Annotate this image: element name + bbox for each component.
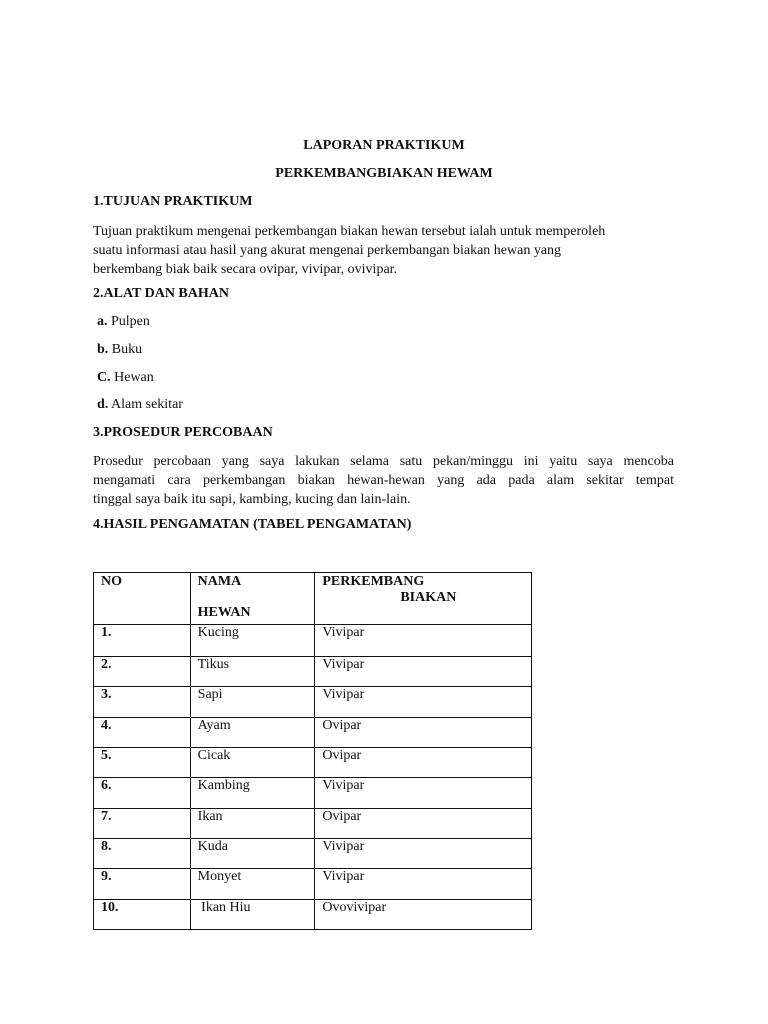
paragraph-line: mengamati cara perkembangan biakan hewan-hewan yang ada pada alam sekitar tempat	[93, 473, 674, 488]
cell-nama: Cicak	[190, 748, 315, 778]
observation-table	[93, 572, 532, 930]
list-item	[97, 314, 150, 330]
paragraph-line: tinggal saya baik itu sapi, kambing, kucing dan lain-lain.	[93, 492, 411, 507]
list-item	[97, 370, 154, 386]
table-row	[94, 839, 532, 869]
cell-jenis: Vivipar	[315, 625, 532, 657]
cell-nama: Ikan Hiu	[190, 900, 315, 930]
table-row	[94, 687, 532, 718]
cell-no: 3.	[94, 687, 191, 718]
header-pb-top: PERKEMBANG	[322, 574, 425, 589]
cell-no: 5.	[94, 748, 191, 778]
table-row	[94, 900, 532, 930]
cell-no: 10.	[94, 900, 191, 930]
paragraph-line: berkembang biak baik secara ovipar, vivipar, ovivipar.	[93, 262, 398, 277]
cell-nama: Tikus	[190, 657, 315, 687]
header-pb-bottom: BIAKAN	[400, 590, 457, 605]
cell-no: 1.	[94, 625, 191, 657]
cell-nama: Ikan	[190, 809, 315, 839]
cell-no: 6.	[94, 778, 191, 809]
cell-nama: Kambing	[190, 778, 315, 809]
cell-no: 7.	[94, 809, 191, 839]
header-nama-hewan	[190, 573, 315, 625]
table-header-row	[94, 573, 532, 625]
list-marker: d.	[97, 397, 109, 412]
cell-jenis: Ovipar	[315, 718, 532, 748]
prosedur-paragraph	[93, 452, 674, 509]
cell-jenis: Vivipar	[315, 839, 532, 869]
cell-no: 4.	[94, 718, 191, 748]
list-text: Pulpen	[107, 314, 150, 329]
cell-nama: Monyet	[190, 869, 315, 900]
cell-nama: Sapi	[190, 687, 315, 718]
section-heading-alat: 2.ALAT DAN BAHAN	[93, 286, 229, 301]
table-row	[94, 718, 532, 748]
list-marker: b.	[97, 342, 109, 357]
cell-nama: Kucing	[190, 625, 315, 657]
tujuan-paragraph	[93, 222, 605, 279]
list-item	[97, 397, 183, 413]
table-row	[94, 809, 532, 839]
list-text: Buku	[108, 342, 143, 357]
table-row	[94, 869, 532, 900]
list-item	[97, 342, 142, 358]
cell-jenis: Ovovivipar	[315, 900, 532, 930]
list-text: Hewan	[110, 370, 154, 385]
document-title: LAPORAN PRAKTIKUM	[303, 138, 465, 153]
list-marker: a.	[97, 314, 108, 329]
list-text: Alam sekitar	[108, 397, 183, 412]
cell-nama: Kuda	[190, 839, 315, 869]
section-heading-prosedur: 3.PROSEDUR PERCOBAAN	[93, 425, 273, 440]
cell-no: 2.	[94, 657, 191, 687]
paragraph-line: suatu informasi atau hasil yang akurat mengenai perkembangan biakan hewan yang	[93, 243, 562, 258]
section-heading-tujuan: 1.TUJUAN PRAKTIKUM	[93, 194, 253, 209]
list-marker: C.	[97, 370, 111, 385]
cell-no: 8.	[94, 839, 191, 869]
cell-jenis: Ovipar	[315, 809, 532, 839]
cell-jenis: Vivipar	[315, 869, 532, 900]
document-subtitle: PERKEMBANGBIAKAN HEWAM	[275, 166, 493, 181]
table-row	[94, 657, 532, 687]
table-row	[94, 748, 532, 778]
header-perkembangbiakan	[315, 573, 532, 625]
header-nama-bottom: HEWAN	[197, 605, 251, 620]
cell-jenis: Ovipar	[315, 748, 532, 778]
table-row	[94, 778, 532, 809]
section-heading-hasil: 4.HASIL PENGAMATAN (TABEL PENGAMATAN)	[93, 517, 412, 532]
header-no: NO	[94, 573, 191, 625]
cell-jenis: Vivipar	[315, 657, 532, 687]
paragraph-line: Prosedur percobaan yang saya lakukan selama satu pekan/minggu ini yaitu saya mencoba	[93, 454, 674, 469]
cell-nama: Ayam	[190, 718, 315, 748]
paragraph-line: Tujuan praktikum mengenai perkembangan biakan hewan tersebut ialah untuk memperoleh	[93, 224, 606, 239]
cell-no: 9.	[94, 869, 191, 900]
table-row	[94, 625, 532, 657]
cell-jenis: Vivipar	[315, 778, 532, 809]
header-nama-top: NAMA	[197, 574, 242, 589]
cell-jenis: Vivipar	[315, 687, 532, 718]
